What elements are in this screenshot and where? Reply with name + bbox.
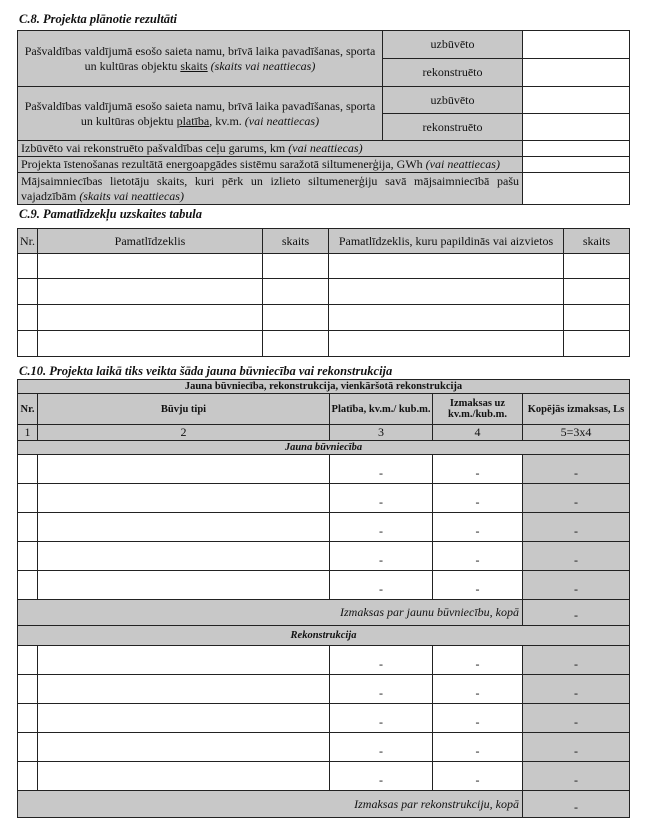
cell[interactable] [18, 484, 38, 513]
c10-colnum: 4 [433, 425, 523, 441]
area-cell[interactable]: - [330, 542, 433, 571]
c8-row1-label: Pašvaldības valdījumā esošo saieta namu, brīvā laika pavadīšanas, sporta un kultūras objektu skaits (skaits vai neattiecas) [18, 31, 383, 87]
c8-built-label: uzbūvēto [383, 87, 523, 114]
c10-new-total-label: Izmaksas par jaunu būvniecību, kopā [18, 600, 523, 626]
unit-cost-cell[interactable]: - [433, 455, 523, 484]
c8-row2-label: Pašvaldības valdījumā esošo saieta namu, brīvā laika pavadīšanas, sporta un kultūras objektu platība, kv.m. (vai neattiecas) [18, 87, 383, 141]
c9-table [17, 228, 630, 357]
total-cost-cell: - [523, 542, 630, 571]
cell[interactable] [38, 254, 263, 279]
c10-colnum: 5=3x4 [523, 425, 630, 441]
c10-colnum: 2 [38, 425, 330, 441]
table-row [18, 331, 630, 357]
c8-input[interactable] [523, 59, 630, 87]
table-row [18, 279, 630, 305]
total-cost-cell: - [523, 513, 630, 542]
c10-recon-total-label: Izmaksas par rekonstrukciju, kopā [18, 791, 523, 818]
c10-title: C.10. Projekta laikā tiks veikta šāda jauna būvniecība vai rekonstrukcija [19, 364, 393, 378]
unit-cost-cell[interactable]: - [433, 675, 523, 704]
area-cell[interactable]: - [330, 646, 433, 675]
cell[interactable] [263, 254, 329, 279]
cell[interactable] [329, 331, 564, 357]
c10-colnum: 3 [330, 425, 433, 441]
cell[interactable] [38, 646, 330, 675]
area-cell[interactable]: - [330, 733, 433, 762]
c9-title: C.9. Pamatlīdzekļu uzskaites tabula [19, 207, 203, 221]
c10-table [17, 379, 630, 818]
cell[interactable] [564, 279, 630, 305]
cell[interactable] [38, 279, 263, 305]
c8-row4-label: Projekta īstenošanas rezultātā energoapgādes sistēmu saražotā siltumenerģija, GWh (vai neattiecas) [18, 157, 523, 173]
c8-row5-label: Mājsaimniecības lietotāju skaits, kuri pērk un izlieto siltumenerģiju savā mājsaimniecībā pašu vajadzībām (skaits vai neattiecas) [18, 173, 523, 205]
c8-input[interactable] [523, 141, 630, 157]
c8-input[interactable] [523, 173, 630, 205]
cell[interactable] [18, 646, 38, 675]
c8-built-label: uzbūvēto [383, 31, 523, 59]
c8-input[interactable] [523, 87, 630, 114]
cell[interactable] [329, 305, 564, 331]
c8-recon-label: rekonstruēto [383, 59, 523, 87]
total-cost-cell: - [523, 571, 630, 600]
cell[interactable] [38, 762, 330, 791]
c9-header: Pamatlīdzeklis, kuru papildinās vai aizvietos [329, 229, 564, 254]
c10-header: Platība, kv.m./ kub.m. [330, 394, 433, 425]
c8-input[interactable] [523, 31, 630, 59]
table-row [18, 704, 630, 733]
c9-header: Nr. [18, 229, 38, 254]
c10-header: Izmaksas uz kv.m./kub.m. [433, 394, 523, 425]
cell[interactable] [18, 542, 38, 571]
unit-cost-cell[interactable]: - [433, 513, 523, 542]
c10-recon-total-value: - [523, 791, 630, 818]
cell[interactable] [38, 542, 330, 571]
c10-header: Kopējās izmaksas, Ls [523, 394, 630, 425]
area-cell[interactable]: - [330, 484, 433, 513]
cell[interactable] [18, 331, 38, 357]
unit-cost-cell[interactable]: - [433, 646, 523, 675]
cell[interactable] [564, 305, 630, 331]
cell[interactable] [329, 254, 564, 279]
c10-caption: Jauna būvniecība, rekonstrukcija, vienkāršotā rekonstrukcija [18, 380, 630, 394]
cell[interactable] [38, 704, 330, 733]
total-cost-cell: - [523, 733, 630, 762]
area-cell[interactable]: - [330, 704, 433, 733]
c10-header: Nr. [18, 394, 38, 425]
table-row [18, 305, 630, 331]
cell[interactable] [18, 704, 38, 733]
area-cell[interactable]: - [330, 513, 433, 542]
cell[interactable] [18, 305, 38, 331]
unit-cost-cell[interactable]: - [433, 542, 523, 571]
table-row [18, 762, 630, 791]
c10-new-section: Jauna būvniecība [18, 441, 630, 455]
area-cell[interactable]: - [330, 762, 433, 791]
c9-header: Pamatlīdzeklis [38, 229, 263, 254]
total-cost-cell: - [523, 675, 630, 704]
cell[interactable] [38, 484, 330, 513]
table-row [18, 455, 630, 484]
cell[interactable] [18, 762, 38, 791]
cell[interactable] [38, 455, 330, 484]
c8-input[interactable] [523, 114, 630, 141]
cell[interactable] [263, 279, 329, 305]
unit-cost-cell[interactable]: - [433, 733, 523, 762]
cell[interactable] [564, 254, 630, 279]
c9-header: skaits [263, 229, 329, 254]
c10-header: Būvju tipi [38, 394, 330, 425]
total-cost-cell: - [523, 484, 630, 513]
table-row [18, 675, 630, 704]
table-row [18, 646, 630, 675]
c10-recon-section: Rekonstrukcija [18, 626, 630, 646]
cell[interactable] [38, 305, 263, 331]
cell[interactable] [38, 675, 330, 704]
cell[interactable] [18, 733, 38, 762]
c8-input[interactable] [523, 157, 630, 173]
cell[interactable] [18, 279, 38, 305]
area-cell[interactable]: - [330, 455, 433, 484]
area-cell[interactable]: - [330, 571, 433, 600]
cell[interactable] [18, 254, 38, 279]
cell[interactable] [38, 733, 330, 762]
c8-row3-label: Izbūvēto vai rekonstruēto pašvaldības ceļu garums, km (vai neattiecas) [18, 141, 523, 157]
unit-cost-cell[interactable]: - [433, 484, 523, 513]
c10-new-total-value: - [523, 600, 630, 626]
table-row [18, 571, 630, 600]
cell[interactable] [18, 571, 38, 600]
table-row [18, 513, 630, 542]
table-row [18, 542, 630, 571]
cell[interactable] [18, 455, 38, 484]
cell[interactable] [329, 279, 564, 305]
unit-cost-cell[interactable]: - [433, 762, 523, 791]
c8-table [17, 30, 630, 205]
cell[interactable] [18, 513, 38, 542]
cell[interactable] [38, 513, 330, 542]
cell[interactable] [38, 331, 263, 357]
c10-colnum: 1 [18, 425, 38, 441]
cell[interactable] [18, 675, 38, 704]
table-row [18, 254, 630, 279]
cell[interactable] [564, 331, 630, 357]
c8-title: C.8. Projekta plānotie rezultāti [19, 12, 177, 26]
c9-header: skaits [564, 229, 630, 254]
total-cost-cell: - [523, 704, 630, 733]
cell[interactable] [263, 331, 329, 357]
table-row [18, 733, 630, 762]
total-cost-cell: - [523, 646, 630, 675]
unit-cost-cell[interactable]: - [433, 571, 523, 600]
table-row [18, 484, 630, 513]
cell[interactable] [263, 305, 329, 331]
area-cell[interactable]: - [330, 675, 433, 704]
cell[interactable] [38, 571, 330, 600]
total-cost-cell: - [523, 455, 630, 484]
c8-recon-label: rekonstruēto [383, 114, 523, 141]
total-cost-cell: - [523, 762, 630, 791]
unit-cost-cell[interactable]: - [433, 704, 523, 733]
